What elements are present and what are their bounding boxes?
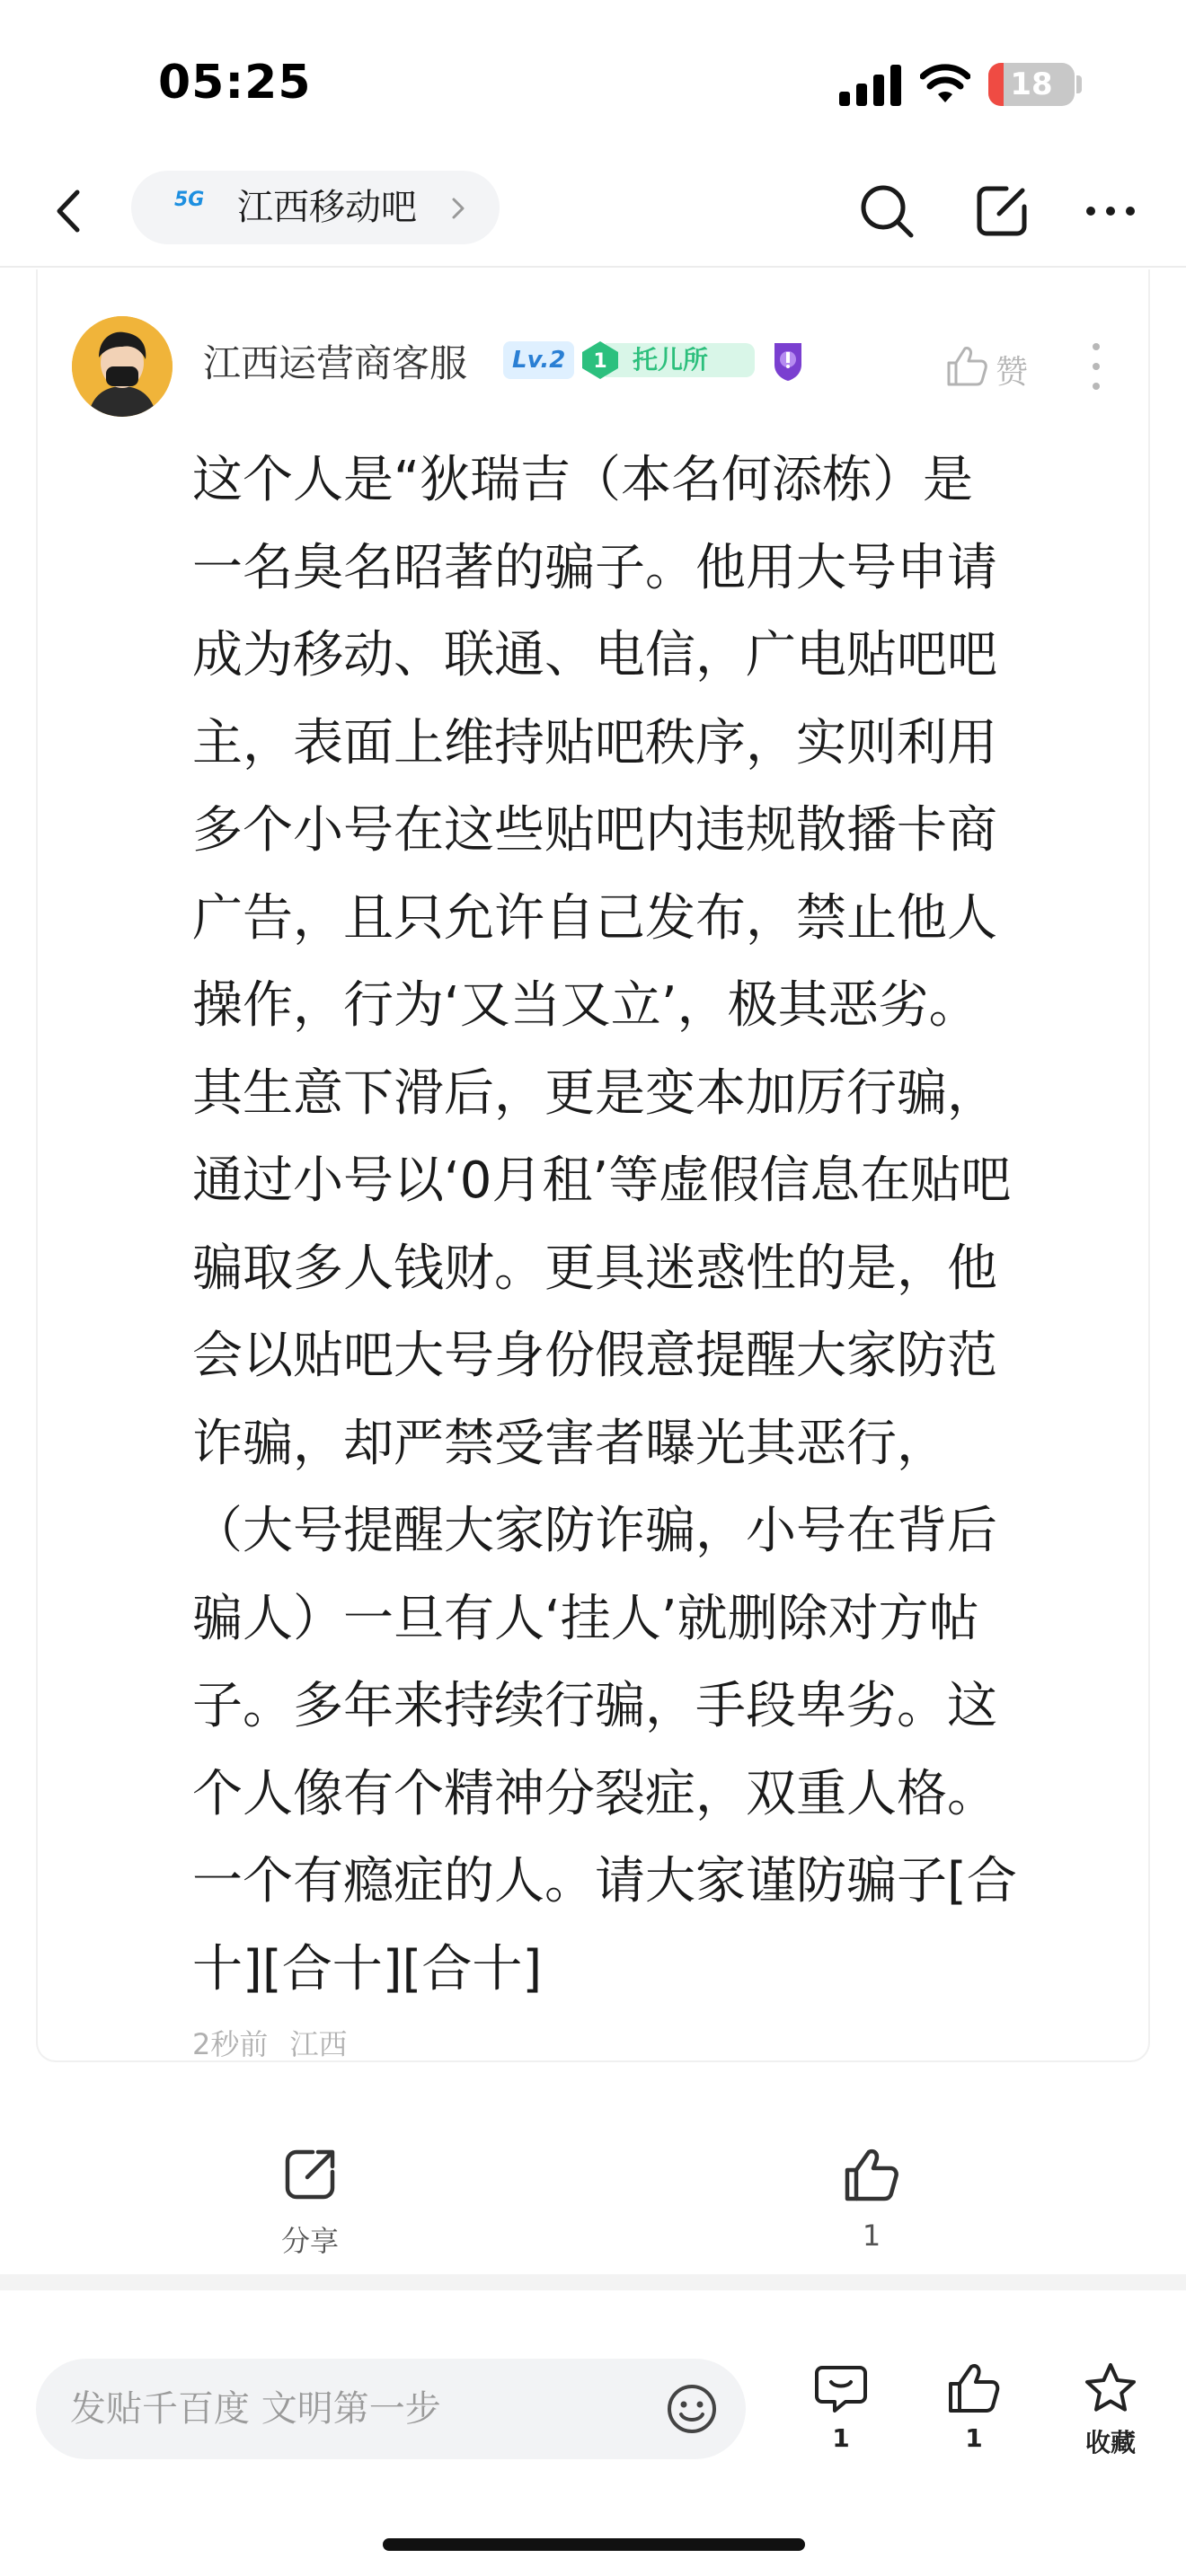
cellular-signal-icon [839,65,902,106]
status-bar [0,0,1186,162]
favorite-button[interactable] [1057,2360,1164,2459]
post-body-line: 子。多年来持续行骗，手段卑劣。这 [192,1677,997,1735]
forum-name: 江西移动吧 [237,187,417,228]
post-body-line: 其生意下滑后，更是变本加厉行骗， [192,1063,997,1123]
comment-icon [813,2360,869,2416]
section-divider [0,2274,1186,2290]
author-name[interactable]: 江西运营商客服 [203,341,468,385]
edit-icon[interactable] [970,180,1033,243]
battery-percent: 18 [1010,66,1053,102]
bottom-like-button[interactable] [920,2360,1028,2453]
post-body-line: （大号提醒大家防诈骗，小号在背后 [192,1502,997,1560]
forum-chip[interactable] [131,171,500,244]
search-icon[interactable] [855,180,918,243]
post-body-line: 主，表面上维持贴吧秩序，实则利用 [192,713,997,772]
fan-badge-label: 托儿所 [606,343,755,377]
bottom-like-count: 1 [965,2423,983,2453]
post-body-line: 十][合十][合十] [192,1939,543,1998]
post-like-label: 赞 [996,354,1029,391]
share-label: 分享 [280,2224,339,2258]
post-card [36,269,1150,2062]
star-icon [1083,2360,1138,2416]
battery-indicator [988,63,1075,106]
post-location: 江西 [289,2027,348,2061]
favorite-label: 收藏 [1084,2428,1136,2457]
post-body-line: 这个人是“狄瑞吉（本名何添栋）是 [192,451,974,509]
gem-icon [580,340,620,381]
thumbs-up-icon [842,2145,901,2204]
more-vertical-icon[interactable] [1089,341,1103,392]
post-body-line: 个人像有个精神分裂症，双重人格。 [192,1764,997,1823]
post-body-line: 一名臭名昭著的骗子。他用大号申请 [192,538,997,597]
home-indicator [383,2538,805,2551]
medal-icon [769,338,807,383]
post-body-line: 通过小号以‘0月租’等虚假信息在贴吧 [192,1151,1012,1210]
thumbs-up-icon [946,2360,1002,2416]
post-body-line: 骗人）一旦有人‘挂人’就删除对方帖 [192,1589,979,1648]
bottom-bar [0,2312,1186,2492]
avatar-image [72,316,173,417]
post-body-line: 广告，且只允许自己发布，禁止他人 [192,888,997,948]
reply-input[interactable] [36,2359,746,2459]
reply-input-placeholder: 发贴千百度 文明第一步 [70,2388,441,2430]
post-body-line: 会以贴吧大号身份假意提醒大家防范 [192,1327,997,1385]
share-icon [280,2145,340,2204]
status-time: 05:25 [158,56,312,110]
post-body-line: 一个有瘾症的人。请大家谨防骗子[合 [192,1852,1017,1910]
avatar[interactable] [72,316,173,417]
like-count: 1 [862,2219,881,2253]
comment-button[interactable] [787,2360,895,2453]
fan-badge [580,340,755,381]
chevron-left-icon[interactable] [47,180,92,243]
post-like-button[interactable] [945,343,1044,391]
post-body-line: 成为移动、联通、电信，广电贴吧吧 [192,626,997,684]
fan-badge-level: 1 [593,350,607,373]
wifi-icon [920,63,970,106]
post-body-line: 诈骗，却严禁受害者曝光其恶行， [192,1414,947,1473]
level-badge: Lv.2 [503,341,574,379]
post-body-line: 多个小号在这些贴吧内违规散播卡商 [192,801,997,860]
thumbs-up-icon [945,343,988,388]
share-button[interactable] [261,2145,359,2260]
comment-count: 1 [832,2423,850,2453]
post-meta [192,2026,360,2062]
post-time: 2秒前 [192,2027,269,2061]
emoji-icon[interactable] [665,2382,719,2436]
like-button[interactable] [827,2145,916,2253]
nav-bar [0,162,1186,268]
action-bar [0,2129,1186,2272]
post-body [192,437,1109,2013]
chevron-right-icon [447,194,469,223]
battery-tip [1076,75,1082,93]
post-body-line: 操作，行为‘又当又立’，极其恶劣。 [192,976,979,1035]
more-icon[interactable] [1085,198,1136,225]
post-body-line: 骗取多人钱财。更具迷惑性的是，他 [192,1239,997,1298]
forum-logo-icon: 5G [174,189,205,211]
